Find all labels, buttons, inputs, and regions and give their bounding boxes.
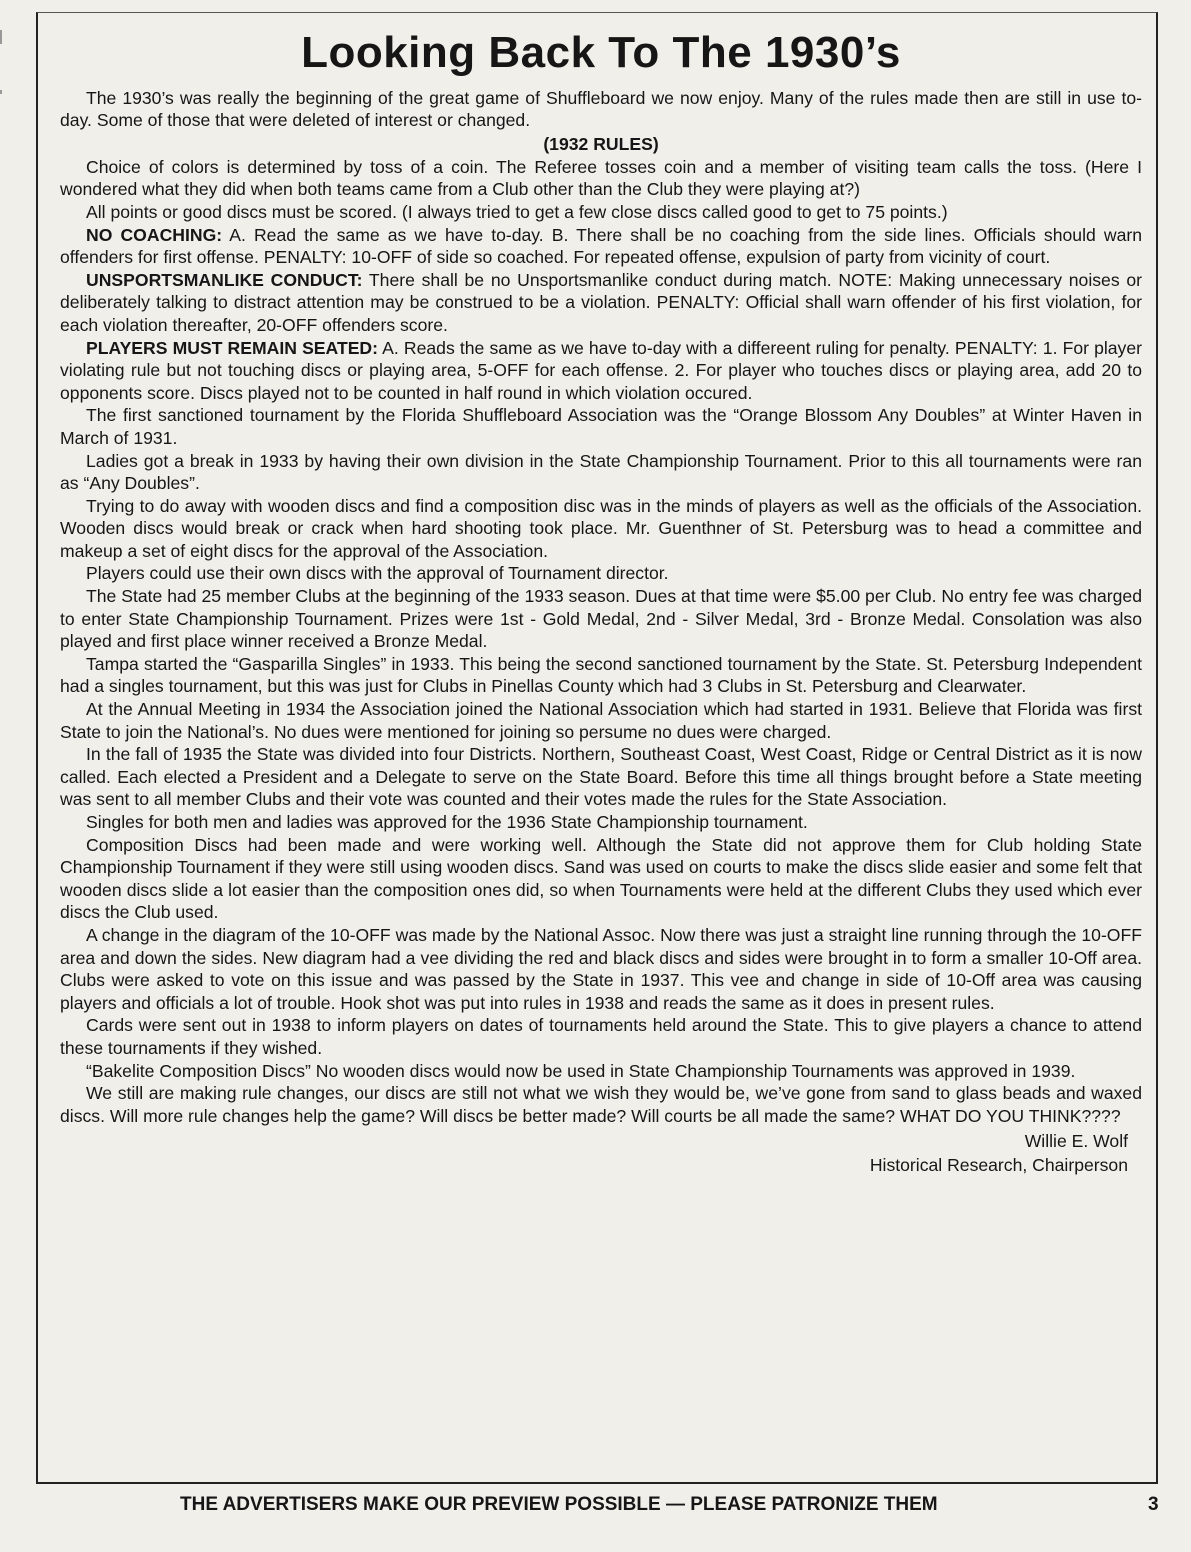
history-paragraph: The State had 25 member Clubs at the beginning of the 1933 season. Dues at that time were $5.00 per Club. No entry fee was charged to enter State Championship Tournament. Prizes were 1st - Gold Medal, 2nd - Silver Medal, 3rd - Bronze Medal. Consolation was also played and first place winner received a Bronze Medal. xyxy=(60,586,1142,652)
history-paragraph: A change in the diagram of the 10-OFF was made by the National Assoc. Now there was just a straight line running through the 10-OFF area and down the sides. New diagram had a vee dividing the red and black discs and sides were brought in to form a smaller 10-Off area. Clubs were asked to vote on this issue and was passed by the State in 1937. This vee and change in side of 10-Off area was causing players and officials a lot of trouble. Hook shot was put into rules in 1938 and reads the same as it does in present rules. xyxy=(60,924,1142,1013)
history-paragraph: Trying to do away with wooden discs and find a composition disc was in the minds of players as well as the officials of the Association. Wooden discs would break or crack when hard shooting took place. Mr. Guenthner of St. Petersburg was to head a committee and makeup a set of eight discs for the approval of the Association. xyxy=(60,495,1142,561)
rule-lead: UNSPORTSMANLIKE CONDUCT: xyxy=(86,269,363,290)
article-title: Looking Back To The 1930’s xyxy=(301,28,901,77)
rule-paragraph xyxy=(60,156,1142,201)
author-name: Willie E. Wolf xyxy=(1024,1131,1128,1152)
scan-edge-mark xyxy=(0,30,2,44)
history-paragraph: Composition Discs had been made and were working well. Although the State did not approve them for Club holding State Championship Tournament if they were still using wooden discs. Sand was used on courts to make the discs slide easier and some felt that wooden discs slide a lot easier than the composition ones did, so when Tournaments were held at the different Clubs they used which ever discs the Club used. xyxy=(60,834,1142,923)
rule-text: A. Read the same as we have to-day. B. There shall be no coaching from the side lines. Officials should warn offenders for first offense. PENALTY: 10-OFF of side so coached. For repeated offense, expulsion of party from vicinity of court. xyxy=(60,224,1142,268)
history-paragraph: Ladies got a break in 1933 by having their own division in the State Championship Tournament. Prior to this all tournaments were ran as “Any Doubles”. xyxy=(60,450,1142,494)
history-paragraph: Tampa started the “Gasparilla Singles” in 1933. This being the second sanctioned tournament by the State. St. Petersburg Independent had a singles tournament, but this was just for Clubs in Pinellas County which had 3 Clubs in St. Petersburg and Clearwater. xyxy=(60,653,1142,697)
scan-edge-mark xyxy=(0,90,2,94)
rule-paragraph xyxy=(60,269,1142,337)
rule-text: Choice of colors is determined by toss of a coin. The Referee tosses coin and a member of visiting team calls the toss. (Here I wondered what they did when both teams came from a Club other than the Club they were playing at?) xyxy=(60,156,1142,200)
history-paragraph: Singles for both men and ladies was approved for the 1936 State Championship tournament. xyxy=(86,812,808,832)
rules-heading: (1932 RULES) xyxy=(543,133,659,154)
page-number: 3 xyxy=(1148,1494,1159,1515)
intro-paragraph: The 1930’s was really the beginning of the great game of Shuffleboard we now enjoy. Many of the rules made then are still in use to-day. Some of those that were deleted of interest or changed. xyxy=(60,87,1142,131)
rule-lead: PLAYERS MUST REMAIN SEATED: xyxy=(86,337,378,358)
bottom-rule xyxy=(36,1482,1158,1484)
rule-text: All points or good discs must be scored. (I always tried to get a few close discs called good to get to 75 points.) xyxy=(86,201,948,222)
history-paragraph: Cards were sent out in 1938 to inform players on dates of tournaments held around the State. This to give players a chance to attend these tournaments if they wished. xyxy=(60,1015,1142,1058)
history-paragraph: Players could use their own discs with the approval of Tournament director. xyxy=(86,563,669,584)
author-role: Historical Research, Chairperson xyxy=(869,1155,1128,1176)
rule-paragraph xyxy=(60,224,1142,269)
footer-text: THE ADVERTISERS MAKE OUR PREVIEW POSSIBLE — PLEASE PATRONIZE THEM xyxy=(180,1494,938,1515)
article xyxy=(60,28,1142,1177)
rule-text: There shall be no Unsportsmanlike conduct during match. NOTE: Making unnecessary noises or deliberately talking to distract attention may be construed to be a violation. PENALTY: Official shall warn offender of his first violation, for each violation thereafter, 20-OFF offenders score. xyxy=(60,269,1143,335)
rule-paragraph xyxy=(60,201,1142,224)
rule-paragraph xyxy=(60,337,1142,405)
history-paragraph: “Bakelite Composition Discs” No wooden discs would now be used in State Championship Tournaments was approved in 1939. xyxy=(86,1060,1076,1081)
history-paragraph: The first sanctioned tournament by the Florida Shuffleboard Association was the “Orange Blossom Any Doubles” at Winter Haven in March of 1931. xyxy=(60,405,1142,448)
history-paragraph: At the Annual Meeting in 1934 the Association joined the National Association which had started in 1931. Believe that Florida was first State to join the National’s. No dues were mentioned for joining so persume no dues were charged. xyxy=(60,699,1142,742)
rule-lead: NO COACHING: xyxy=(86,224,223,245)
history-paragraph: We still are making rule changes, our discs are still not what we wish they would be, we’ve gone from sand to glass beads and waxed discs. Will more rule changes help the game? Will discs be better made? Will courts be all made the same? WHAT DO YOU THINK???? xyxy=(60,1083,1142,1126)
signature-block xyxy=(60,1129,1142,1177)
rule-text: A. Reads the same as we have to-day with a differeent ruling for penalty. PENALTY: 1. For player violating rule but not touching discs or playing area, 5-OFF for each offense. 2. For player who touches discs or playing area, add 20 to opponents score. Discs played not to be counted in half round in which violation occured. xyxy=(60,337,1143,403)
history-paragraph: In the fall of 1935 the State was divided into four Districts. Northern, Southeast Coast, West Coast, Ridge or Central District as it is now called. Each elected a President and a Delegate to serve on the State Board. Before this time all things brought before a State meeting was sent to all member Clubs and their vote was counted and their votes made the rules for the State Association. xyxy=(60,744,1142,810)
